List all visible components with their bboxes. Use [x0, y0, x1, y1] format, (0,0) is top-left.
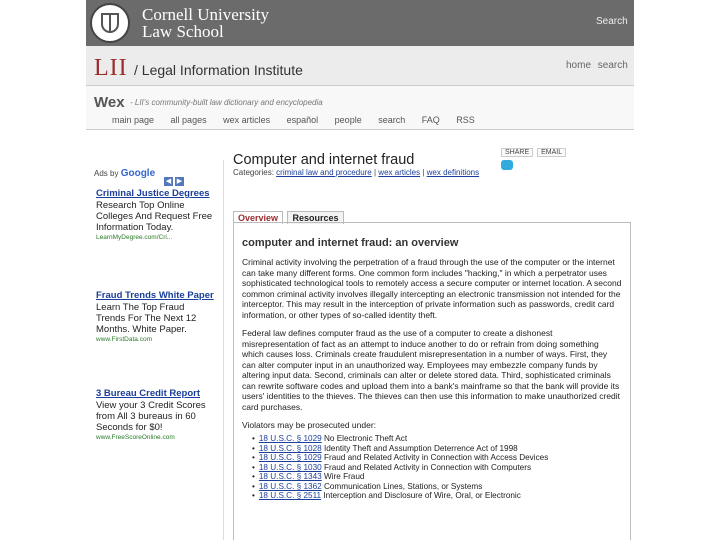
violators-intro: Violators may be prosecuted under:	[242, 420, 377, 430]
statute-desc: Wire Fraud	[323, 472, 365, 481]
ads-by-label: Ads by	[94, 169, 119, 178]
list-item	[252, 444, 622, 454]
lii-header	[86, 46, 634, 86]
paragraph: Criminal activity involving the perpetration of a fraud through the use of the computer or the internet can take many different forms. One common form includes "hacking," in which a perpetrator uses sophisticated technological tools to remotely access a secure computer or internet location. A second common criminal activity involves illegally intercepting an electronic transmission not intended for the interceptor. This may result in the interception of private information such as passwords, credit card information, or other types of so-called identity theft.	[242, 257, 622, 320]
statute-desc: Fraud and Related Activity in Connection with Computers	[323, 462, 532, 472]
wex-nav-main-page[interactable]: main page	[112, 115, 155, 125]
ad-item[interactable]	[96, 388, 216, 441]
list-item	[252, 453, 622, 463]
ad-arrows	[164, 170, 186, 188]
cornell-seal-icon[interactable]	[90, 3, 130, 43]
statute-desc: Communication Lines, Stations, or Systems	[323, 481, 483, 491]
wex-tagline: - LII's community-built law dictionary and encyclopedia	[130, 98, 323, 107]
paragraph: Federal law defines computer fraud as the use of a computer to create a dishonest misrepresentation of fact as an attempt to induce another to do or refrain from doing something which causes loss. Criminals create fraudulent misrepresentation in a number of ways. First, they can alter computer input in an unauthorized way. Employees may embezzle company funds by altering input data. Second, criminals can alter or delete stored data. Third, sophisticated criminals can rewrite software codes and upload them into a bank's mainframe so that the bank will provide its users' identities to the thieves. The thieves can then use this information to make unauthorized credit card purchases.	[242, 328, 621, 412]
statute-link[interactable]: 18 U.S.C. § 1343	[258, 472, 322, 481]
statute-link[interactable]: 18 U.S.C. § 1028	[258, 443, 322, 453]
ad-title[interactable]: 3 Bureau Credit Report	[96, 388, 200, 399]
lii-title[interactable]: / Legal Information Institute	[134, 62, 303, 78]
cornell-name-line2: Law School	[142, 22, 224, 41]
left-margin	[0, 0, 86, 540]
twitter-icon[interactable]	[501, 160, 513, 170]
categories-label: Categories:	[233, 168, 274, 177]
cornell-header	[86, 0, 634, 46]
wex-nav-espanol[interactable]: español	[286, 115, 319, 125]
wex-nav-all-pages[interactable]: all pages	[170, 115, 207, 125]
statute-desc: Fraud and Related Activity in Connection with Access Devices	[323, 453, 549, 462]
statute-link[interactable]: 18 U.S.C. § 1030	[258, 462, 322, 472]
right-margin	[634, 0, 720, 540]
ad-next-icon[interactable]: ▶	[176, 178, 183, 185]
page	[86, 0, 634, 540]
list-item	[252, 482, 622, 492]
ad-body: View your 3 Credit Scores from All 3 bureaus in 60 Seconds for $0!	[96, 400, 206, 433]
categories: Categories: criminal law and procedure | wex articles | wex definitions	[233, 168, 480, 177]
lii-nav-search[interactable]: search	[597, 60, 628, 71]
ad-title[interactable]: Fraud Trends White Paper	[96, 290, 214, 301]
ad-body: Research Top Online Colleges And Request Free Information Today.	[96, 200, 213, 233]
ad-body: Learn The Top Fraud Trends For The Next 12 Months. White Paper.	[96, 302, 197, 335]
category-link[interactable]: wex articles	[378, 168, 421, 177]
wex-header	[86, 86, 634, 130]
ad-title[interactable]: Criminal Justice Degrees	[96, 188, 210, 199]
share-button[interactable]: SHARE	[501, 148, 533, 157]
main-content	[231, 140, 631, 540]
cornell-search-link[interactable]: Search	[596, 16, 628, 27]
list-item	[252, 472, 622, 482]
wex-nav-search[interactable]: search	[378, 115, 406, 125]
share-buttons	[501, 148, 570, 157]
section-title: computer and internet fraud: an overview	[242, 237, 459, 249]
page-title: Computer and internet fraud	[233, 152, 415, 168]
list-item	[252, 463, 622, 473]
statute-desc: Identity Theft and Assumption Deterrence Act of 1998	[323, 443, 518, 453]
statute-link[interactable]: 18 U.S.C. § 2511	[258, 491, 322, 500]
wex-nav	[112, 115, 489, 125]
lii-nav	[562, 60, 628, 71]
ad-url[interactable]: LearnMyDegree.com/Cri...	[96, 234, 173, 241]
ads-sidebar	[86, 160, 224, 540]
ads-by-google[interactable]	[94, 168, 155, 179]
wex-logo[interactable]: Wex	[94, 94, 125, 111]
statute-desc: No Electronic Theft Act	[323, 434, 408, 443]
ad-url[interactable]: www.FreeScoreOnline.com	[96, 434, 175, 441]
category-link[interactable]: criminal law and procedure	[276, 168, 372, 177]
wex-nav-rss[interactable]: RSS	[456, 115, 475, 125]
cornell-name-line1: Cornell University	[142, 5, 270, 24]
cornell-name[interactable]	[142, 6, 269, 40]
ad-item[interactable]	[96, 290, 216, 343]
tab-overview[interactable]: Overview	[233, 211, 283, 224]
tabs	[233, 208, 344, 222]
lii-logo[interactable]: LII	[94, 55, 128, 81]
wex-nav-people[interactable]: people	[334, 115, 362, 125]
statute-desc: Interception and Disclosure of Wire, Oral, or Electronic	[323, 491, 521, 500]
article-body	[233, 222, 631, 540]
ad-item[interactable]	[96, 188, 216, 241]
list-item	[252, 491, 622, 501]
ad-url[interactable]: www.FirstData.com	[96, 336, 152, 343]
wex-nav-wex-articles[interactable]: wex articles	[223, 115, 271, 125]
tab-resources[interactable]: Resources	[287, 211, 343, 224]
google-label: Google	[120, 168, 156, 179]
email-button[interactable]: EMAIL	[537, 148, 566, 157]
statute-link[interactable]: 18 U.S.C. § 1029	[258, 434, 322, 443]
lii-nav-home[interactable]: home	[566, 60, 592, 71]
ad-prev-icon[interactable]: ◀	[165, 178, 172, 185]
wex-nav-faq[interactable]: FAQ	[421, 115, 440, 125]
category-link[interactable]: wex definitions	[426, 168, 480, 177]
statute-link[interactable]: 18 U.S.C. § 1029	[258, 453, 322, 462]
list-item	[252, 434, 622, 444]
statute-link[interactable]: 18 U.S.C. § 1362	[258, 481, 322, 491]
statute-list	[252, 434, 622, 501]
